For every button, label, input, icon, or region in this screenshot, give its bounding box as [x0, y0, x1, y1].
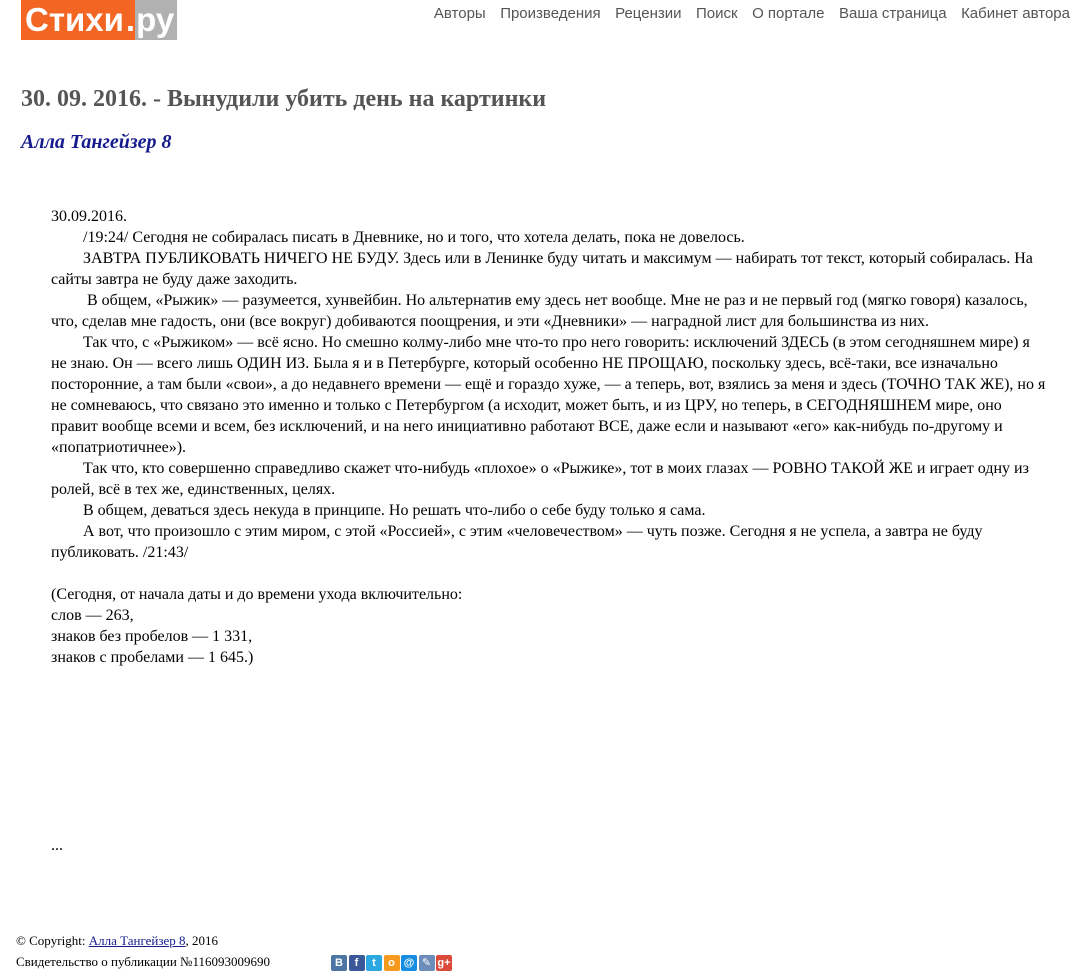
work-text: [51, 206, 1046, 668]
text-paragraph: Так что, с «Рыжиком» — всё ясно. Но смешно колму-либо мне что-то про него говорить: исключений ЗДЕСЬ (в этом сегодняшнем мире) я не знаю. Он — всего лишь ОДИН ИЗ. Была я и в Петербурге, который особенно НЕ ПРОЩАЮ, поскольку здесь, всё-таки, все изначально посторонние, а там были «свои», а до недавнего времени — ещё и гораздо хуже, — а теперь, вот, взялись за меня и здесь (ТОЧНО ТАК ЖЕ), но я не сомневаюсь, что связано это именно и только с Петербургом (а исходит, может быть, и из ЦРУ, но теперь, в СЕГОДНЯШНЕМ мире, оно правит вообще всеми и всем, без исключений, и на него инициативно работают ВСЕ, даже если и называют «его» как-нибудь по-другому и «попатриотичнее»).: [51, 334, 1046, 456]
footer-author-link[interactable]: Алла Тангейзер 8: [88, 933, 186, 948]
share-buttons: [331, 955, 454, 971]
text-paragraph: А вот, что произошло с этим миром, с этой «Россией», с этим «человечеством» — чуть позже. Сегодня я не успела, а завтра не буду публиковать. /21:43/: [51, 523, 983, 561]
nav-reviews[interactable]: Рецензии: [615, 5, 682, 22]
logo-dot: .: [125, 1, 136, 38]
text-paragraph: Так что, кто совершенно справедливо скажет что-нибудь «плохое» о «Рыжике», тот в моих глазах — РОВНО ТАКОЙ ЖЕ и играет одну из ролей, всё в тех же, единственных, целях.: [51, 460, 1029, 498]
publication-certificate: Свидетельство о публикации №116093009690: [16, 954, 270, 969]
stats-chars-with-spaces: знаков с пробелами — 1 645.): [51, 649, 254, 666]
text-paragraph: В общем, деваться здесь некуда в принципе. Но решать что-либо о себе буду только я сама.: [83, 502, 706, 519]
copyright-year: , 2016: [185, 933, 218, 948]
logo-main-text: Стихи: [21, 0, 126, 40]
text-paragraph: ЗАВТРА ПУБЛИКОВАТЬ НИЧЕГО НЕ БУДУ. Здесь или в Ленинке буду читать и максимум — набирать тот текст, который собиралась. На сайты завтра не буду даже заходить.: [51, 250, 1033, 288]
nav-author-cabinet[interactable]: Кабинет автора: [961, 5, 1070, 22]
facebook-icon[interactable]: f: [349, 955, 365, 971]
copyright-prefix: © Copyright:: [16, 933, 89, 948]
stats-words: слов — 263,: [51, 607, 134, 624]
twitter-icon[interactable]: t: [366, 955, 382, 971]
livejournal-icon[interactable]: ✎: [419, 955, 435, 971]
googleplus-icon[interactable]: g+: [437, 957, 451, 969]
text-paragraph: В общем, «Рыжик» — разумеется, хунвейбин. Но альтернатив ему здесь нет вообще. Мне не раз и не первый год (мягко говоря) казалось, что, сделав мне гадость, они (все вокруг) добиваются поощрения, и эти «Дневники» — наградной лист для большинства из них.: [51, 292, 1028, 330]
nav-search[interactable]: Поиск: [695, 5, 738, 22]
nav-works[interactable]: Произведения: [500, 5, 601, 22]
nav-authors[interactable]: Авторы: [433, 5, 486, 22]
top-navigation: [419, 5, 1070, 22]
nav-about[interactable]: О портале: [752, 5, 825, 22]
author-link[interactable]: Алла Тангейзер 8: [21, 131, 172, 153]
page-title: 30. 09. 2016. - Вынудили убить день на картинки: [21, 86, 547, 112]
stats-chars-no-spaces: знаков без пробелов — 1 331,: [51, 628, 253, 645]
vk-icon[interactable]: В: [331, 955, 347, 971]
text-date: 30.09.2016.: [51, 208, 127, 225]
odnoklassniki-icon[interactable]: о: [384, 955, 400, 971]
site-logo[interactable]: [21, 0, 177, 40]
copyright-line: [16, 930, 218, 952]
text-paragraph: /19:24/ Сегодня не собиралась писать в Дневнике, но и того, что хотела делать, пока не довелось.: [83, 229, 745, 246]
nav-your-page[interactable]: Ваша страница: [839, 5, 947, 22]
mailru-icon[interactable]: @: [401, 955, 417, 971]
text-ellipsis: ...: [51, 837, 63, 854]
blank-line: [51, 563, 1046, 584]
stats-intro: (Сегодня, от начала даты и до времени ухода включительно:: [51, 586, 463, 603]
logo-tld-text: ру: [135, 0, 177, 40]
